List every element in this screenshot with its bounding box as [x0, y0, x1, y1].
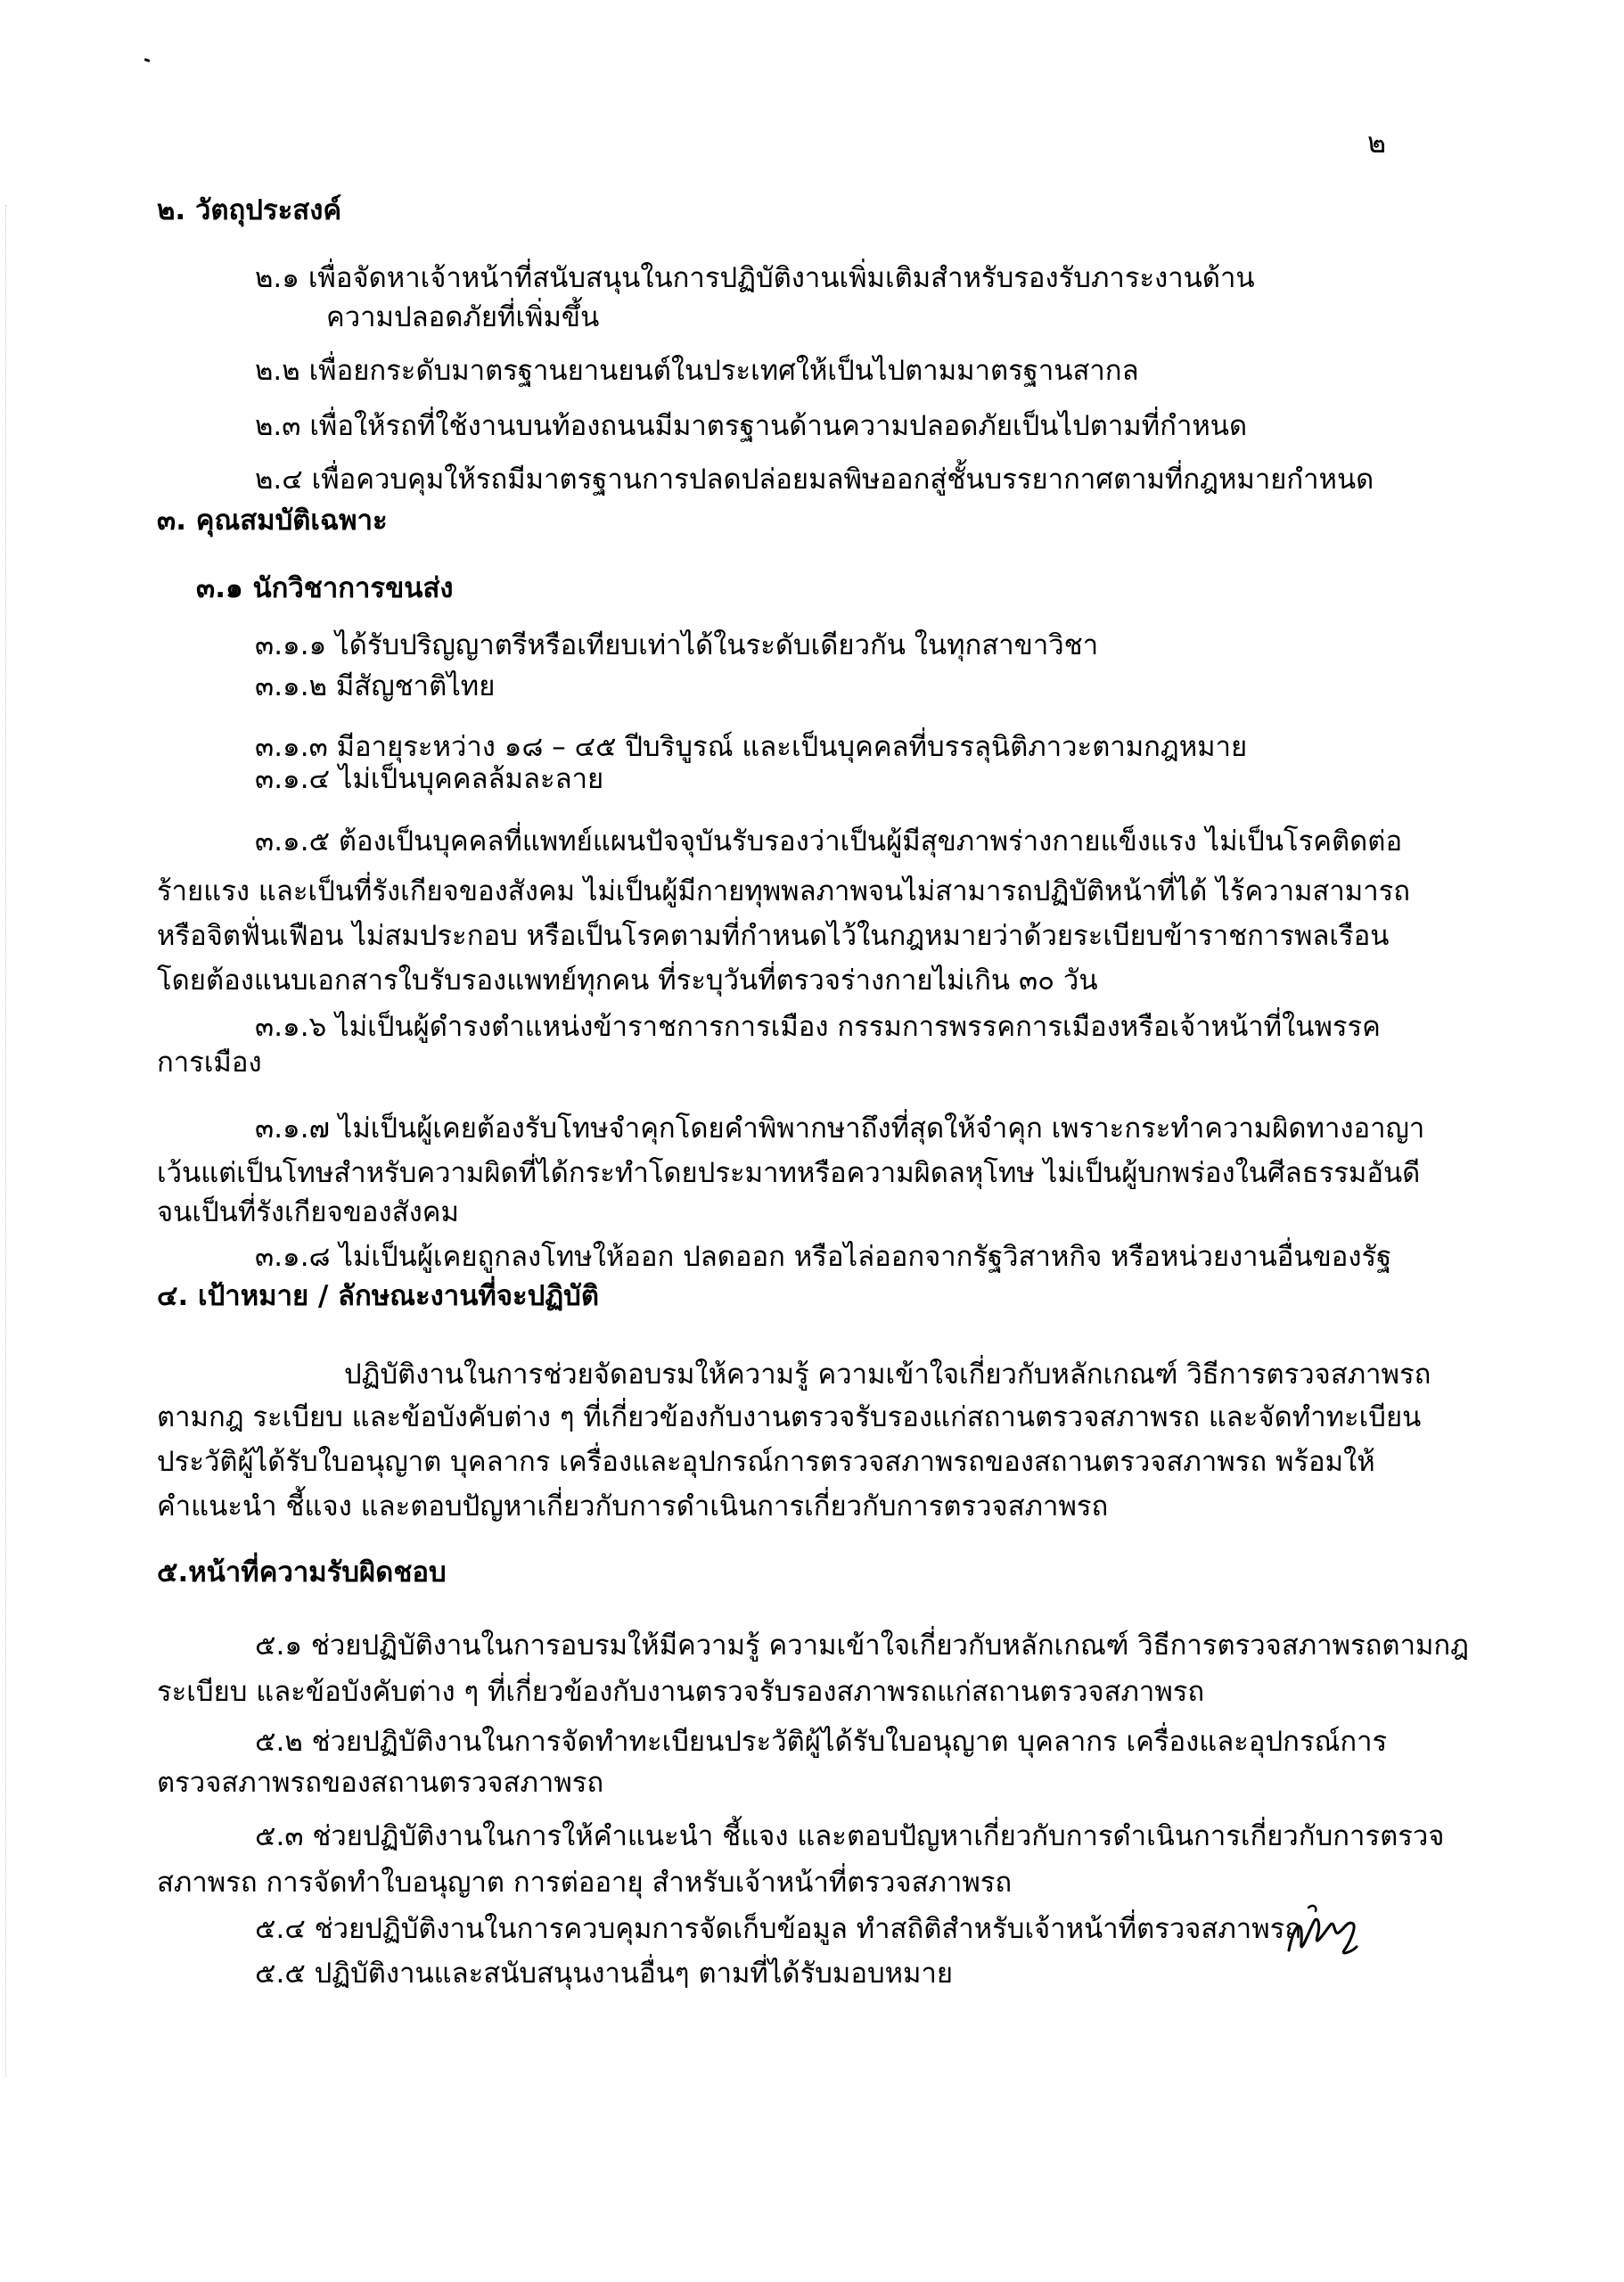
target-paragraph-line-4: คำแนะนำ ชี้แจง และตอบปัญหาเกี่ยวกับการดำเนินการเกี่ยวกับการตรวจสภาพรถ [157, 1490, 1109, 1523]
handwritten-initials [1282, 1897, 1362, 1968]
target-paragraph-line-1: ปฏิบัติงานในการช่วยจัดอบรมให้ความรู้ ความเข้าใจเกี่ยวกับหลักเกณฑ์ วิธีการตรวจสภาพรถ [344, 1359, 1431, 1391]
duty-5-2: ๕.๒ ช่วยปฏิบัติงานในการจัดทำทะเบียนประวัติผู้ได้รับใบอนุญาต บุคลากร เครื่องและอุปกรณ์การ [255, 1726, 1388, 1758]
duty-5-3: ๕.๓ ช่วยปฏิบัติงานในการให้คำแนะนำ ชี้แจง และตอบปัญหาเกี่ยวกับการดำเนินการเกี่ยวกับการตรวจ [255, 1820, 1445, 1852]
qualification-3-1-2: ๓.๑.๒ มีสัญชาติไทย [255, 670, 496, 702]
section-5-heading: ๕.หน้าที่ความรับผิดชอบ [157, 1556, 447, 1588]
page-number: ๒ [1367, 126, 1387, 160]
section-3-heading: ๓. คุณสมบัติเฉพาะ [157, 505, 388, 537]
duty-5-2-cont: ตรวจสภาพรถของสถานตรวจสภาพรถ [157, 1767, 604, 1799]
objective-2-1: ๒.๑ เพื่อจัดหาเจ้าหน้าที่สนับสนุนในการปฏิบัติงานเพิ่มเติมสำหรับรองรับภาระงานด้าน [255, 262, 1255, 294]
objective-2-2: ๒.๒ เพื่อยกระดับมาตรฐานยานยนต์ในประเทศให้เป็นไปตามมาตรฐานสากล [255, 355, 1139, 387]
qualification-3-1-7-cont-2: จนเป็นที่รังเกียจของสังคม [157, 1196, 459, 1228]
qualification-3-1-6-cont: การเมือง [157, 1047, 262, 1079]
qualification-3-1-7-cont-1: เว้นแต่เป็นโทษสำหรับความผิดที่ได้กระทำโดยประมาทหรือความผิดลหุโทษ ไม่เป็นผู้บกพร่องในศีลธรรมอันดี [157, 1157, 1421, 1189]
scan-edge [5, 205, 7, 2077]
section-4-heading: ๔. เป้าหมาย / ลักษณะงานที่จะปฏิบัติ [157, 1280, 599, 1312]
duty-5-3-cont: สภาพรถ การจัดทำใบอนุญาต การต่ออายุ สำหรับเจ้าหน้าที่ตรวจสภาพรถ [157, 1867, 1013, 1899]
scan-mark [144, 58, 151, 62]
objective-2-3: ๒.๓ เพื่อให้รถที่ใช้งานบนท้องถนนมีมาตรฐานด้านความปลอดภัยเป็นไปตามที่กำหนด [255, 410, 1248, 442]
qualification-3-1-5-cont-1: ร้ายแรง และเป็นที่รังเกียจของสังคม ไม่เป็นผู้มีกายทุพพลภาพจนไม่สามารถปฏิบัติหน้าที่ได้ ไร้ความสามารถ [157, 875, 1411, 907]
qualification-3-1-5-cont-3: โดยต้องแนบเอกสารใบรับรองแพทย์ทุกคน ที่ระบุวันที่ตรวจร่างกายไม่เกิน ๓๐ วัน [157, 965, 1098, 997]
duty-5-5: ๕.๕ ปฏิบัติงานและสนับสนุนงานอื่นๆ ตามที่ได้รับมอบหมาย [255, 1958, 954, 1990]
qualification-3-1-7: ๓.๑.๗ ไม่เป็นผู้เคยต้องรับโทษจำคุกโดยคำพิพากษาถึงที่สุดให้จำคุก เพราะกระทำความผิดทางอาญา [255, 1112, 1425, 1145]
objective-2-1-cont: ความปลอดภัยที่เพิ่มขึ้น [326, 301, 600, 333]
qualification-3-1-1: ๓.๑.๑ ได้รับปริญญาตรีหรือเทียบเท่าได้ในระดับเดียวกัน ในทุกสาขาวิชา [255, 629, 1099, 661]
subsection-3-1-heading: ๓.๑ นักวิชาการขนส่ง [196, 572, 454, 604]
duty-5-4: ๕.๔ ช่วยปฏิบัติงานในการควบคุมการจัดเก็บข้อมูล ทำสถิติสำหรับเจ้าหน้าที่ตรวจสภาพรถ [255, 1913, 1302, 1945]
target-paragraph-line-3: ประวัติผู้ได้รับใบอนุญาต บุคลากร เครื่องและอุปกรณ์การตรวจสภาพรถของสถานตรวจสภาพรถ พร้อมให้ [157, 1446, 1375, 1478]
qualification-3-1-4: ๓.๑.๔ ไม่เป็นบุคคลล้มละลาย [255, 763, 604, 795]
qualification-3-1-3: ๓.๑.๓ มีอายุระหว่าง ๑๘ – ๔๕ ปีบริบูรณ์ และเป็นบุคคลที่บรรลุนิติภาวะตามกฎหมาย [255, 731, 1248, 763]
target-paragraph-line-2: ตามกฎ ระเบียบ และข้อบังคับต่าง ๆ ที่เกี่ยวข้องกับงานตรวจรับรองแก่สถานตรวจสภาพรถ และจัดทำทะเบียน [157, 1401, 1422, 1433]
qualification-3-1-5-cont-2: หรือจิตฟั่นเฟือน ไม่สมประกอบ หรือเป็นโรคตามที่กำหนดไว้ในกฎหมายว่าด้วยระเบียบข้าราชการพลเรือน [157, 920, 1390, 952]
objective-2-4: ๒.๔ เพื่อควบคุมให้รถมีมาตรฐานการปลดปล่อยมลพิษออกสู่ชั้นบรรยากาศตามที่กฎหมายกำหนด [255, 464, 1374, 496]
duty-5-1-cont: ระเบียบ และข้อบังคับต่าง ๆ ที่เกี่ยวข้องกับงานตรวจรับรองสภาพรถแก่สถานตรวจสภาพรถ [157, 1676, 1205, 1708]
qualification-3-1-8: ๓.๑.๘ ไม่เป็นผู้เคยถูกลงโทษให้ออก ปลดออก หรือไล่ออกจากรัฐวิสาหกิจ หรือหน่วยงานอื่นของรัฐ [255, 1241, 1392, 1273]
duty-5-1: ๕.๑ ช่วยปฏิบัติงานในการอบรมให้มีความรู้ ความเข้าใจเกี่ยวกับหลักเกณฑ์ วิธีการตรวจสภาพรถตามกฎ [255, 1629, 1469, 1662]
section-2-heading: ๒. วัตถุประสงค์ [157, 194, 342, 226]
qualification-3-1-6: ๓.๑.๖ ไม่เป็นผู้ดำรงตำแหน่งข้าราชการการเมือง กรรมการพรรคการเมืองหรือเจ้าหน้าที่ในพรรค [255, 1011, 1381, 1043]
qualification-3-1-5: ๓.๑.๕ ต้องเป็นบุคคลที่แพทย์แผนปัจจุบันรับรองว่าเป็นผู้มีสุขภาพร่างกายแข็งแรง ไม่เป็นโรคติดต่อ [255, 825, 1403, 858]
